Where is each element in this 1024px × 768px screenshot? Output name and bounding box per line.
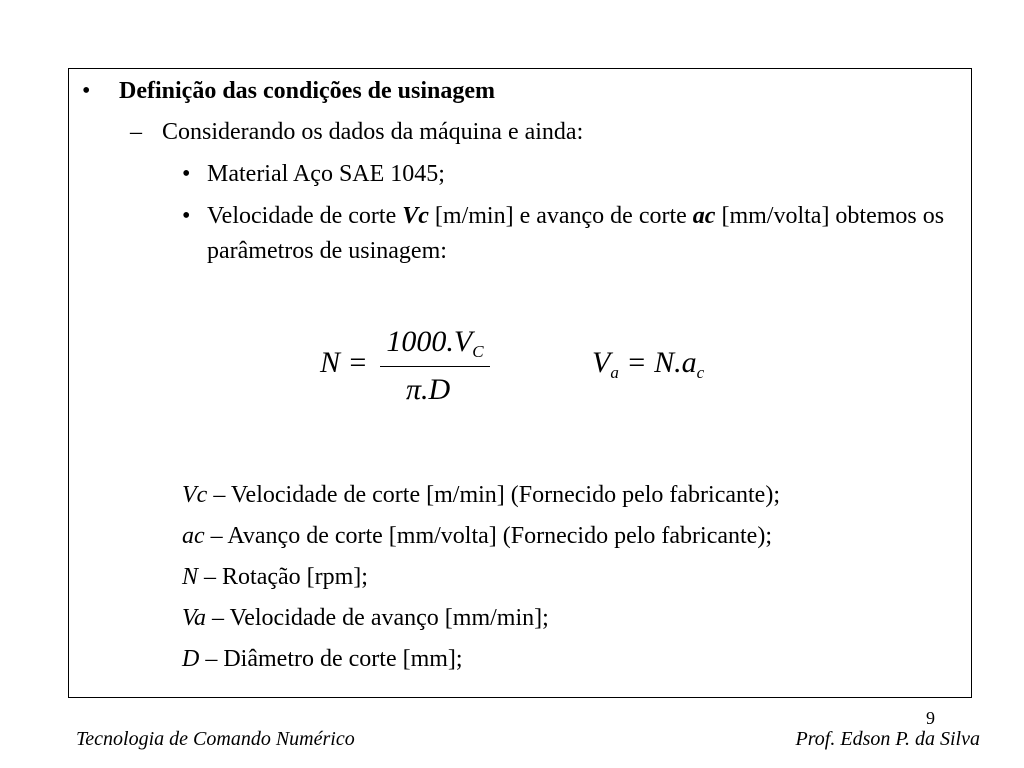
var-vc: Vc	[402, 203, 429, 229]
text-part: [mm/volta] obtemos os parâmetros de usinagem:	[207, 203, 945, 264]
section-heading: Definição das condições de usinagem	[119, 78, 496, 104]
var-ac: ac	[692, 203, 716, 229]
def-var: ac	[182, 523, 205, 549]
page-number: 9	[926, 708, 935, 728]
definition-ac	[182, 523, 772, 550]
va-v: V	[592, 346, 611, 379]
definition-va	[182, 605, 549, 632]
text-part: Velocidade de corte	[207, 203, 403, 229]
def-text: – Avanço de corte [mm/volta] (Fornecido pelo fabricante);	[204, 523, 772, 549]
footer-course: Tecnologia de Comando Numérico	[76, 728, 355, 750]
item-material-text: Material Aço SAE 1045;	[207, 161, 445, 187]
formula-n-left: N =	[320, 346, 368, 379]
bullet-icon: •	[82, 78, 91, 104]
def-text: – Diâmetro de corte [mm];	[199, 646, 463, 672]
definition-d	[182, 646, 463, 673]
def-text: – Velocidade de corte [m/min] (Fornecido pelo fabricante);	[207, 482, 780, 508]
fraction-line	[380, 366, 490, 367]
def-text: – Rotação [rpm];	[198, 564, 368, 590]
def-var: Vc	[182, 482, 208, 508]
footer-author: Prof. Edson P. da Silva	[795, 728, 980, 750]
bullet-icon: •	[182, 161, 191, 187]
bullet-icon: •	[182, 203, 191, 229]
def-var: N	[182, 564, 199, 590]
numerator-text: 1000.V	[386, 325, 473, 358]
formula-denominator: π.D	[406, 373, 451, 406]
def-var: Va	[182, 605, 206, 631]
def-text: – Velocidade de avanço [mm/min];	[206, 605, 549, 631]
def-var: D	[182, 646, 200, 672]
item-velocity-text	[207, 199, 967, 269]
formula-va	[592, 346, 704, 383]
dash-icon: –	[130, 119, 142, 145]
va-sub: a	[610, 363, 619, 382]
va-rest: = N.a	[618, 346, 697, 379]
text-part: [m/min] e avanço de corte	[428, 203, 693, 229]
sub-point-text: Considerando os dados da máquina e ainda:	[162, 119, 584, 145]
formula-numerator	[380, 325, 490, 362]
definition-n	[182, 564, 368, 591]
definition-vc	[182, 482, 780, 509]
numerator-sub: C	[472, 342, 484, 361]
va-rest-sub: c	[696, 363, 705, 382]
